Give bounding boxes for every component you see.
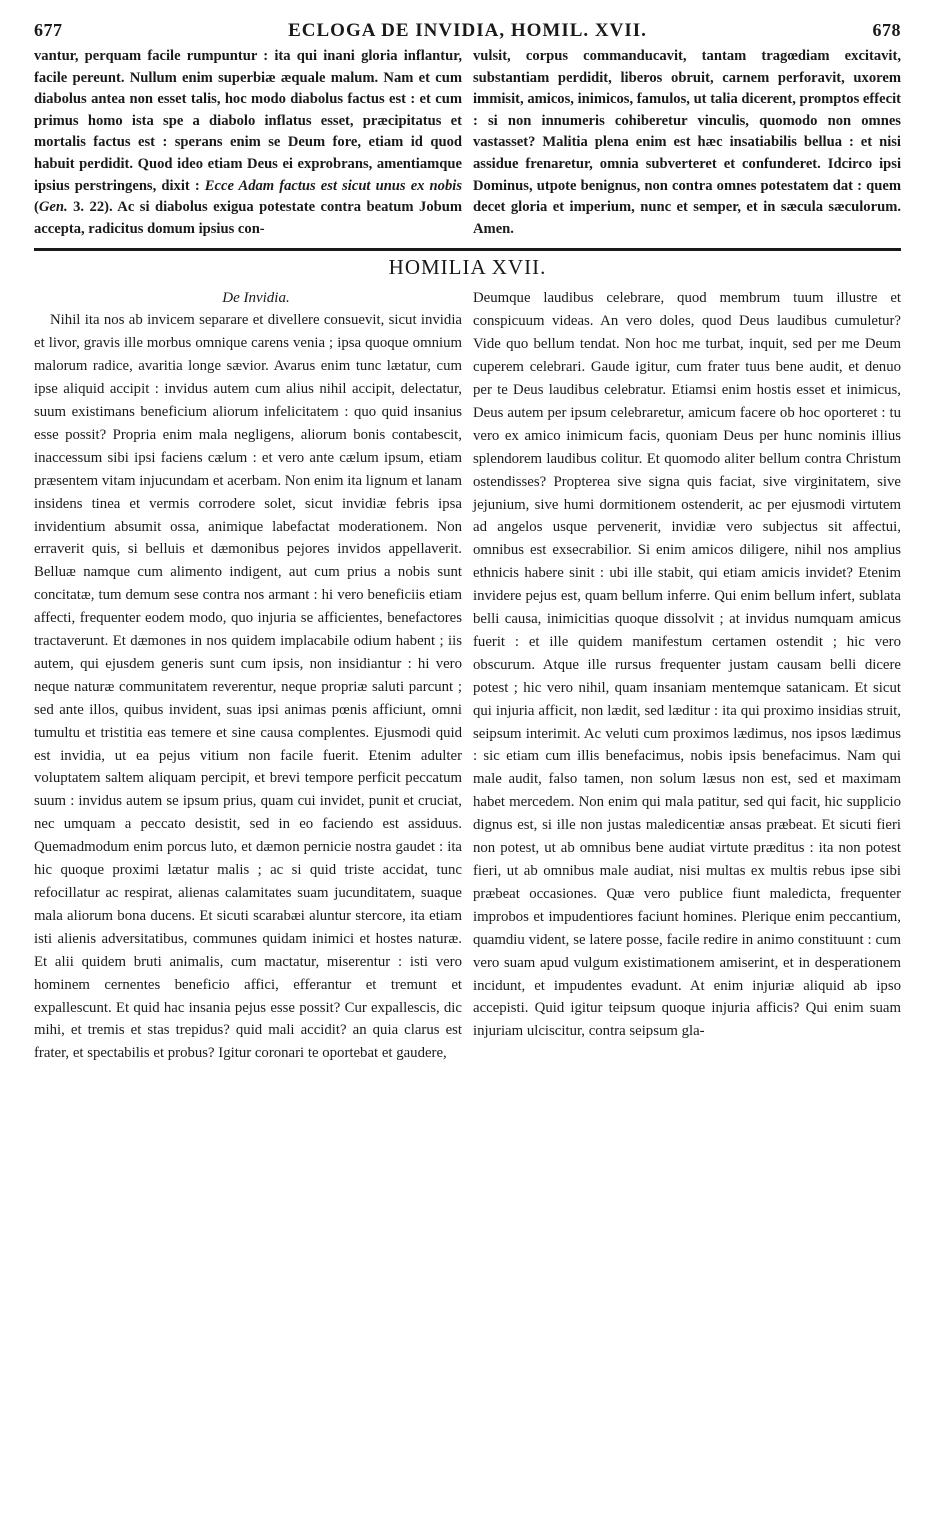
text-run: vantur, perquam facile rumpuntur : ita qui inani gloria inflantur, facile pereunt. Nullum enim superbiæ æquale malum. Nam et cum diabolus antea non esset talis, hoc modo diabolus factus est : et cum primus homo ista spe a diabolo inflatus esset, præcipitatus et mortalis factus est : sperans enim se Deum fore, etiam id quod habuit perdidit. Quod ideo etiam Deus ei exprobrans, amentiamque ipsius perstringens, dixit : xyxy=(34,48,462,194)
homily-subtitle: De Invidia. xyxy=(222,290,290,307)
text-run: 3. 22). Ac si diabolus exigua potestate contra beatum Jobum accepta, radicitus domum ipsius con- xyxy=(34,199,462,237)
page-number-left: 677 xyxy=(34,20,63,40)
scripture-reference: Gen. xyxy=(38,199,68,216)
top-right-column xyxy=(473,46,901,240)
scripture-quote: Ecce Adam factus est sicut unus ex nobis xyxy=(204,177,462,194)
section-divider xyxy=(34,248,901,251)
homily-left-column xyxy=(34,287,462,1065)
top-left-column xyxy=(34,46,462,240)
homily-body xyxy=(34,287,901,1065)
previous-homily-ending xyxy=(34,46,901,240)
homily-right-column xyxy=(473,287,901,1065)
homily-heading: HOMILIA XVII. xyxy=(388,255,547,280)
text-run: ( xyxy=(34,199,39,216)
top-left-paragraph xyxy=(34,46,462,240)
top-right-paragraph: vulsit, corpus commanducavit, tantam tragœdiam excitavit, substantiam perdidit, liberos obruit, carnem perforavit, uxorem immisit, amicos, inimicos, famulos, ut talia dicerent, promptos effecit : si non innumeris cohiberetur vinculis, quomodo non omnes vastasset? Malitia plena enim est hæc insatiabilis bellua : et nisi assidue frenaretur, omnia subverteret et confunderet. Idcirco ipsi Dominus, utpote benignus, non contra omnes potestatem dat : quem decet gloria et imperium, nunc et semper, et in sæcula sæculorum. Amen. xyxy=(473,48,901,237)
page-number-right: 678 xyxy=(872,20,901,40)
running-header xyxy=(34,20,901,46)
homily-left-paragraph: Nihil ita nos ab invicem separare et divellere consuevit, sicut invidia et livor, gravis ille morbus omnique carens venia ; ipsa quoque omnium malorum radice, avaritia longe sævior. Avarus enim tunc lætatur, cum ipse aliquid accipit : invidus autem cum alius nihil accipit, delectatur, suum existimans beneficium aliorum infelicitatem : quo quid insanius esse possit? Propria enim mala negligens, aliorum bonis contabescit, inaccessum sibi ipsi faciens cælum : et vero ante cælum ipsum, etiam præsentem vitam injucundam et acerbam. Non enim ita lignum et lanam insidens tinea et vermis corrodere solet, sicut invidiæ febris ipsa invidentium absumit ossa, animique labefactat moderationem. Non erraverit quis, si belluis et dæmonibus pejores invidos appellaverit. Belluæ namque cum alimento indigent, aut cum prius a nobis sunt concitatæ, tum demum sese contra nos armant : hi vero beneficiis etiam affecti, frequenter eodem modo, quo injuria se afficientes, benefactores tractaverunt. Et dæmones in nos quidem implacabile odium habent ; iis autem, qui ejusdem generis sunt cum ipsis, non insidiantur : hi vero neque naturæ communitatem reverentur, neque propriæ saluti parcunt ; sed ante illos, quibus invident, suas ipsi animas pœnis afficiunt, omni tumultu et tristitia eas temere et sine causa complentes. Ejusmodi quid est invidia, ut ea pejus vitium non facile fuerit. Etenim adulter voluptatem saltem aliquam percipit, et brevi tempore perficit peccatum suum : invidus autem se ipsum prius, quam cui invidet, punit et cruciat, nec umquam a peccato desistit, sed in eo faciendo est assiduus. Quemadmodum enim porcus luto, et dæmon pernicie nostra gaudet : ita hic quoque proximi lætatur malis ; ac si quid triste accidat, tunc refocillatur ac respirat, alienas calamitates suam jucunditatem, suaque mala aliorum bona ducens. Et sicuti scarabæi aluntur stercore, ita etiam isti alienis adversitatibus, communes quidam inimici et hostes naturæ. Et alii quidem bruti animalis, cum mactatur, miserentur : isti vero hominem cernentes beneficio affici, efferantur et tremunt et expallescunt. Et quid hac insania pejus esse possit? Cur expallescis, dic mihi, et tremis et stas trepidus? quid mali accidit? an quia clarus est frater, et spectabilis et probus? Igitur coronari te oportebat et gaudere, xyxy=(34,312,462,1062)
homily-right-paragraph: Deumque laudibus celebrare, quod membrum tuum illustre et conspicuum videas. An vero doles, quod Deus laudibus cumuletur? Vide quo bellum tendat. Non hoc me turbat, inquit, sed per me Deum cuperem celebrari. Gaude igitur, cum frater tuus bene audit, et denuo per te Deus laudibus celebratur. Etiamsi enim hostis esset et inimicus, Deus autem per ipsum celebraretur, amicum facere ob hoc oporteret : tu vero ex amico inimicum facis, quoniam Deus per hunc nominis illius splendorem laudibus colitur. Et quomodo aliter bellum contra Christum ostendisses? Propterea sive signa quis faciat, sive virginitatem, sive jejunium, sive humi dormitionem ostenderit, ac per ejusmodi virtutem ad angelos usque pervenerit, invidiæ vero subjectus sit affectui, omnibus est exsecrabilior. Si enim amicos diligere, nihil nos amplius ethnicis habere sinit : ubi ille stabit, qui etiam amicis invidet? Etenim invidere pejus est, quam bellum inferre. Qui enim bellum infert, sublata belli causa, inimicitias quoque dissolvit ; at invidus numquam amicus fuerit : et ille quidem manifestum certamen ostendit ; hic vero obscurum. Atque ille rursus frequenter justam causam belli dicere potest ; hic vero nihil, quam insaniam mentemque satanicam. Et sicut qui injuria afficit, non lædit, sed læditur : ita qui proximo insidias struit, seipsum interimit. Ac veluti cum proximos lædimus, nos ipsos lædimus : sic etiam cum illis benefacimus, nobis ipsis benefacimus. Nam qui male audit, falso tamen, non solum læsus non est, sed et maximam habet mercedem. Non enim qui mala patitur, sed qui facit, hic supplicio dignus est, si ille non justas maledicentiæ ansas præbeat. Et sicuti fieri non potest, ut ab omnibus bene audiat virtute præditus : ita non potest fieri, ut ab omnibus male audiat, nisi multas ex multis rebus ipse sibi præbeat occasiones. Quæ vero publice fiunt maledicta, frequenter improbos et impudentiores faciunt homines. Plerique enim peccantium, quamdiu vident, se latere posse, facile redire in animo constituunt : cum vero suam apud vulgum existimationem amiserint, et in desperationem incidunt, et impudentes evadunt. At enim injuriæ aliquid ab ipso accepisti. Quid igitur teipsum quoque injuria afficis? Qui enim suam injuriam ulciscitur, contra seipsum gla- xyxy=(473,290,901,1040)
running-title: ECLOGA DE INVIDIA, HOMIL. XVII. xyxy=(288,20,647,41)
